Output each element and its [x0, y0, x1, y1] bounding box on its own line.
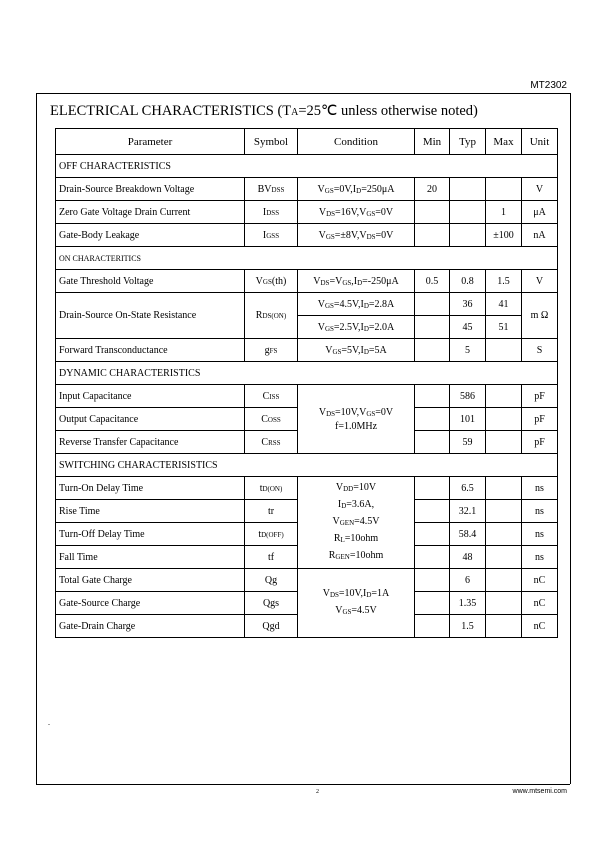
min-cell: [415, 316, 450, 339]
min-cell: [415, 569, 450, 592]
condition-cell: $V_{GS}=\pm 8V,V_{DS}=0V$: [298, 224, 415, 247]
param-cell: Output Capacitance: [56, 408, 245, 431]
param-cell: Forward Transconductance: [56, 339, 245, 362]
page-number: 2: [316, 789, 319, 795]
max-cell: [486, 546, 522, 569]
table-row: [56, 339, 558, 362]
unit-cell: V: [522, 178, 558, 201]
frame-left: [36, 93, 37, 784]
symbol-sub: ISS: [269, 392, 280, 401]
unit-cell: ns: [522, 477, 558, 500]
section-label: DYNAMIC CHARACTERISTICS: [56, 362, 558, 385]
typ-cell: 59: [450, 431, 486, 454]
condition-cell: [298, 569, 415, 638]
param-cell: Drain-Source On-State Resistance: [56, 293, 245, 339]
max-cell: [486, 431, 522, 454]
condition-cell: $V_{GS}=5V,I_D=5A$: [298, 339, 415, 362]
unit-cell: S: [522, 339, 558, 362]
symbol-cell: Qg: [245, 569, 298, 592]
max-cell: ±100: [486, 224, 522, 247]
param-cell: Turn-On Delay Time: [56, 477, 245, 500]
unit-cell: pF: [522, 385, 558, 408]
condition-cell: $V_{DS}=V_{GS},I_D=-250\mu A$: [298, 270, 415, 293]
min-cell: [415, 385, 450, 408]
symbol-sub: DSS: [266, 208, 280, 217]
max-cell: [486, 477, 522, 500]
title-rest: =25℃ unless otherwise noted): [298, 103, 478, 119]
param-cell: Zero Gate Voltage Drain Current: [56, 201, 245, 224]
param-cell: Fall Time: [56, 546, 245, 569]
param-cell: Turn-Off Delay Time: [56, 523, 245, 546]
symbol-main: C: [261, 436, 269, 448]
table-row: [56, 477, 558, 500]
unit-cell: nC: [522, 569, 558, 592]
typ-cell: 6: [450, 569, 486, 592]
symbol-cell: [245, 523, 298, 546]
symbol-cell: Qgd: [245, 615, 298, 638]
stray-dot: .: [48, 718, 50, 727]
param-cell: Gate-Body Leakage: [56, 224, 245, 247]
param-cell: Gate-Drain Charge: [56, 615, 245, 638]
unit-cell: pF: [522, 408, 558, 431]
section-row-dynamic: [56, 362, 558, 385]
condition-line: f=1.0MHz: [334, 420, 378, 432]
param-cell: Total Gate Charge: [56, 569, 245, 592]
typ-cell: 586: [450, 385, 486, 408]
symbol-cell: [245, 293, 298, 339]
typ-cell: [450, 201, 486, 224]
typ-cell: 45: [450, 316, 486, 339]
max-cell: [486, 178, 522, 201]
col-condition: Condition: [298, 129, 415, 155]
col-parameter: Parameter: [56, 129, 245, 155]
symbol-main: R: [255, 310, 263, 321]
typ-cell: 6.5: [450, 477, 486, 500]
footer-url: www.mtsemi.com: [512, 788, 567, 795]
condition-line: $V_{GS}=4.5V$: [335, 605, 377, 616]
max-cell: [486, 500, 522, 523]
typ-cell: 48: [450, 546, 486, 569]
table-row: [56, 270, 558, 293]
min-cell: [415, 523, 450, 546]
symbol-cell: [245, 385, 298, 408]
symbol-main: t: [258, 528, 262, 540]
header-model: MT2302: [530, 80, 567, 91]
condition-line: $V_{GEN}=4.5V$: [332, 516, 380, 527]
symbol-sub: RSS: [268, 438, 281, 447]
symbol-cell: [245, 270, 298, 293]
min-cell: 0.5: [415, 270, 450, 293]
section-row-off: [56, 155, 558, 178]
unit-cell: m Ω: [522, 293, 558, 339]
condition-cell: [298, 385, 415, 454]
symbol-sub: GSS: [266, 231, 280, 240]
max-cell: [486, 615, 522, 638]
title-sub: A: [291, 107, 299, 118]
symbol-cell: [245, 178, 298, 201]
symbol-sub: FS: [269, 346, 278, 355]
symbol-cell: [245, 224, 298, 247]
condition-line: $R_{GEN}=10ohm$: [328, 550, 384, 561]
symbol-tail: (th): [271, 275, 287, 287]
symbol-sub: DS(ON): [262, 312, 287, 320]
max-cell: [486, 339, 522, 362]
min-cell: [415, 339, 450, 362]
symbol-main: C: [261, 413, 268, 425]
condition-line: $V_{DD}=10V$: [335, 482, 377, 493]
max-cell: 1.5: [486, 270, 522, 293]
electrical-characteristics-table: [55, 128, 558, 638]
min-cell: [415, 477, 450, 500]
symbol-sub: DSS: [271, 185, 285, 194]
condition-cell: $V_{GS}=4.5V,I_D=2.8A$: [298, 293, 415, 316]
min-cell: [415, 546, 450, 569]
col-unit: Unit: [522, 129, 558, 155]
table-row: [56, 224, 558, 247]
min-cell: [415, 592, 450, 615]
typ-cell: 1.35: [450, 592, 486, 615]
unit-cell: V: [522, 270, 558, 293]
section-row-switching: [56, 454, 558, 477]
max-cell: 1: [486, 201, 522, 224]
col-typ: Typ: [450, 129, 486, 155]
min-cell: [415, 224, 450, 247]
symbol-sub: D(OFF): [261, 530, 284, 539]
typ-cell: 0.8: [450, 270, 486, 293]
title-main: ELECTRICAL CHARACTERISTICS (T: [50, 103, 292, 119]
condition-cell: $V_{DS}=16V,V_{GS}=0V$: [298, 201, 415, 224]
header-rule: [36, 93, 570, 94]
table-row: [56, 293, 558, 316]
section-row-on: [56, 247, 558, 270]
unit-cell: nC: [522, 615, 558, 638]
unit-cell: ns: [522, 500, 558, 523]
symbol-main: I: [262, 229, 267, 241]
typ-cell: 5: [450, 339, 486, 362]
table-row: [56, 201, 558, 224]
condition-line: $I_D=3.6A$,: [337, 499, 375, 510]
unit-cell: ns: [522, 546, 558, 569]
max-cell: [486, 569, 522, 592]
min-cell: 20: [415, 178, 450, 201]
symbol-cell: tf: [245, 546, 298, 569]
max-cell: [486, 592, 522, 615]
symbol-cell: [245, 477, 298, 500]
typ-cell: 1.5: [450, 615, 486, 638]
symbol-main: C: [262, 390, 270, 402]
typ-cell: 36: [450, 293, 486, 316]
min-cell: [415, 431, 450, 454]
param-cell: Reverse Transfer Capacitance: [56, 431, 245, 454]
max-cell: 41: [486, 293, 522, 316]
symbol-cell: tr: [245, 500, 298, 523]
symbol-cell: [245, 201, 298, 224]
param-cell: Drain-Source Breakdown Voltage: [56, 178, 245, 201]
unit-cell: nC: [522, 592, 558, 615]
symbol-main: I: [262, 206, 267, 218]
frame-right: [570, 93, 571, 784]
typ-cell: 101: [450, 408, 486, 431]
max-cell: [486, 523, 522, 546]
section-label: OFF CHARACTERISTICS: [56, 155, 558, 178]
unit-cell: μA: [522, 201, 558, 224]
condition-cell: $V_{GS}=0V,I_D=250\mu A$: [298, 178, 415, 201]
param-cell: Rise Time: [56, 500, 245, 523]
min-cell: [415, 500, 450, 523]
table-row: [56, 385, 558, 408]
typ-cell: 32.1: [450, 500, 486, 523]
col-min: Min: [415, 129, 450, 155]
unit-cell: nA: [522, 224, 558, 247]
max-cell: [486, 408, 522, 431]
min-cell: [415, 293, 450, 316]
symbol-main: t: [259, 482, 263, 494]
table-header-row: [56, 129, 558, 155]
symbol-cell: [245, 339, 298, 362]
section-title: [50, 103, 478, 120]
min-cell: [415, 615, 450, 638]
col-max: Max: [486, 129, 522, 155]
max-cell: 51: [486, 316, 522, 339]
symbol-cell: [245, 408, 298, 431]
table-row: [56, 178, 558, 201]
param-cell: Input Capacitance: [56, 385, 245, 408]
unit-cell: pF: [522, 431, 558, 454]
condition-line: $V_{DS}=10V,V_{GS}=0V$: [318, 406, 394, 418]
symbol-main: g: [264, 344, 270, 356]
min-cell: [415, 408, 450, 431]
symbol-cell: Qgs: [245, 592, 298, 615]
symbol-cell: [245, 431, 298, 454]
typ-cell: [450, 224, 486, 247]
section-label: ON CHARACTERITICS: [56, 247, 558, 270]
symbol-sub: OSS: [267, 415, 281, 424]
condition-cell: [298, 477, 415, 569]
unit-cell: ns: [522, 523, 558, 546]
condition-line: $V_{DS}=10V,I_D=1A$: [322, 588, 390, 599]
section-label: SWITCHING CHARACTERISISTICS: [56, 454, 558, 477]
condition-line: $R_L=10ohm$: [333, 533, 379, 544]
table-row: [56, 569, 558, 592]
symbol-main: BV: [257, 183, 272, 195]
param-cell: Gate-Source Charge: [56, 592, 245, 615]
typ-cell: [450, 178, 486, 201]
symbol-main: V: [255, 275, 263, 287]
symbol-sub: GS: [262, 277, 272, 286]
symbol-sub: D(ON): [262, 484, 283, 493]
max-cell: [486, 385, 522, 408]
col-symbol: Symbol: [245, 129, 298, 155]
footer-rule: [36, 784, 570, 785]
condition-cell: $V_{GS}=2.5V,I_D=2.0A$: [298, 316, 415, 339]
typ-cell: 58.4: [450, 523, 486, 546]
param-cell: Gate Threshold Voltage: [56, 270, 245, 293]
min-cell: [415, 201, 450, 224]
